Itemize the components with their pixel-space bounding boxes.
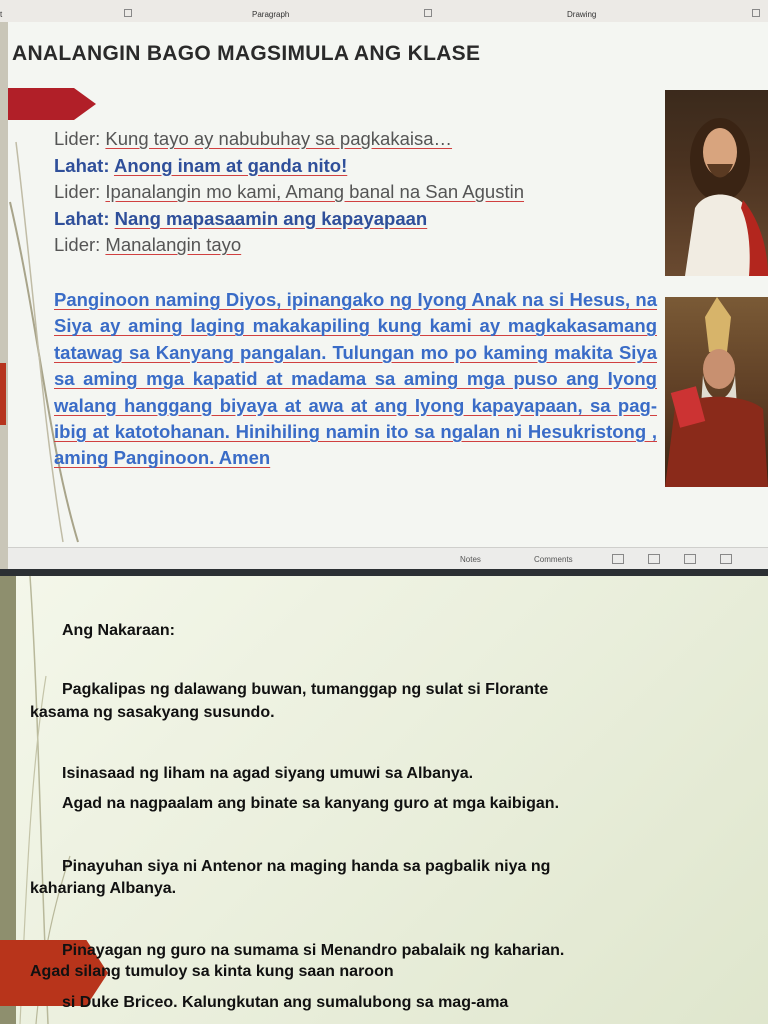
reading-view-icon[interactable]	[684, 554, 696, 564]
dialogue-line-lahat	[54, 153, 664, 180]
slide-canvas	[8, 22, 768, 547]
dialog-launcher-icon[interactable]	[124, 9, 132, 17]
dialogue-line-lider	[54, 126, 664, 153]
text-line: Pinayagan ng guro na sumama si Menandro pabalaik ng kaharian.	[62, 942, 565, 959]
prayer-text: Panginoon naming Diyos, ipinangako ng Iyong Anak na si Hesus, na Siya ay aming laging makakapiling kung kami ay magkakasamang tatawag sa Kanyang pangalan. Tulungan mo po kaming makita Siya sa aming mga kapatid at madama sa aming mga puso ang Iyong walang hanggang biyaya at awa at ang Iyong kapayapaan, sa pag-ibig at katotohanan. Hinihiling namin ito sa ngalan ni Hesukristong , aming Panginoon. Amen	[54, 289, 657, 469]
text-line: Pinayuhan siya ni Antenor na maging handa sa pagbalik niya ng	[62, 858, 551, 875]
slide-left-edge	[0, 22, 8, 569]
speaker-label: Lahat:	[54, 207, 110, 229]
monitor-bezel	[0, 569, 768, 576]
speaker-label: Lider:	[54, 181, 101, 202]
slide-left-accent	[0, 363, 6, 425]
ribbon-cut-label: t	[0, 10, 3, 19]
saint-augustine-portrait	[665, 297, 768, 487]
comments-button[interactable]: Comments	[534, 555, 573, 564]
dialog-launcher-icon[interactable]	[752, 9, 760, 17]
dialog-launcher-icon[interactable]	[424, 9, 432, 17]
lower-slide	[0, 576, 768, 1024]
text-line: Agad silang tumuloy sa kinta kung saan naroon	[30, 963, 394, 980]
jesus-portrait	[665, 90, 768, 276]
ribbon-bar	[0, 0, 768, 23]
slide-sorter-icon[interactable]	[648, 554, 660, 564]
dialogue-text: Kung tayo ay nabubuhay sa pagkakaisa…	[105, 128, 453, 149]
ribbon-group-paragraph: Paragraph	[252, 10, 290, 19]
heading-ang-nakaraan: Ang Nakaraan:	[62, 622, 175, 639]
text-line: kasama ng sasakyang susundo.	[30, 704, 275, 721]
text-line: si Duke Briceo. Kalungkutan ang sumalubong sa mag-ama	[62, 994, 509, 1011]
slideshow-icon[interactable]	[720, 554, 732, 564]
dialogue-lines	[54, 126, 664, 259]
dialogue-line-lider	[54, 179, 664, 206]
normal-view-icon[interactable]	[612, 554, 624, 564]
prayer-paragraph	[54, 287, 657, 472]
text-line: Pagkalipas ng dalawang buwan, tumanggap ng sulat si Florante	[62, 681, 549, 698]
dialogue-text: Manalangin tayo	[105, 234, 242, 255]
dialogue-text: Ipanalangin mo kami, Amang banal na San Agustin	[105, 181, 525, 202]
speaker-label: Lider:	[54, 128, 101, 149]
status-bar	[8, 547, 768, 570]
dialogue-text: Nang mapasaamin ang kapayapaan	[114, 207, 428, 229]
text-line: Agad na nagpaalam ang binate sa kanyang guro at mga kaibigan.	[62, 795, 560, 812]
text-line: Isinasaad ng liham na agad siyang umuwi sa Albanya.	[62, 765, 474, 782]
notes-button[interactable]: Notes	[460, 555, 481, 564]
dialogue-line-lahat	[54, 206, 664, 233]
slide-title: ANALANGIN BAGO MAGSIMULA ANG KLASE	[12, 42, 481, 65]
dialogue-text: Anong inam at ganda nito!	[113, 154, 348, 176]
ribbon-group-drawing: Drawing	[567, 10, 597, 19]
speaker-label: Lahat:	[54, 154, 110, 176]
speaker-label: Lider:	[54, 234, 101, 255]
dialogue-line-lider	[54, 232, 664, 259]
text-line: kahariang Albanya.	[30, 880, 177, 897]
